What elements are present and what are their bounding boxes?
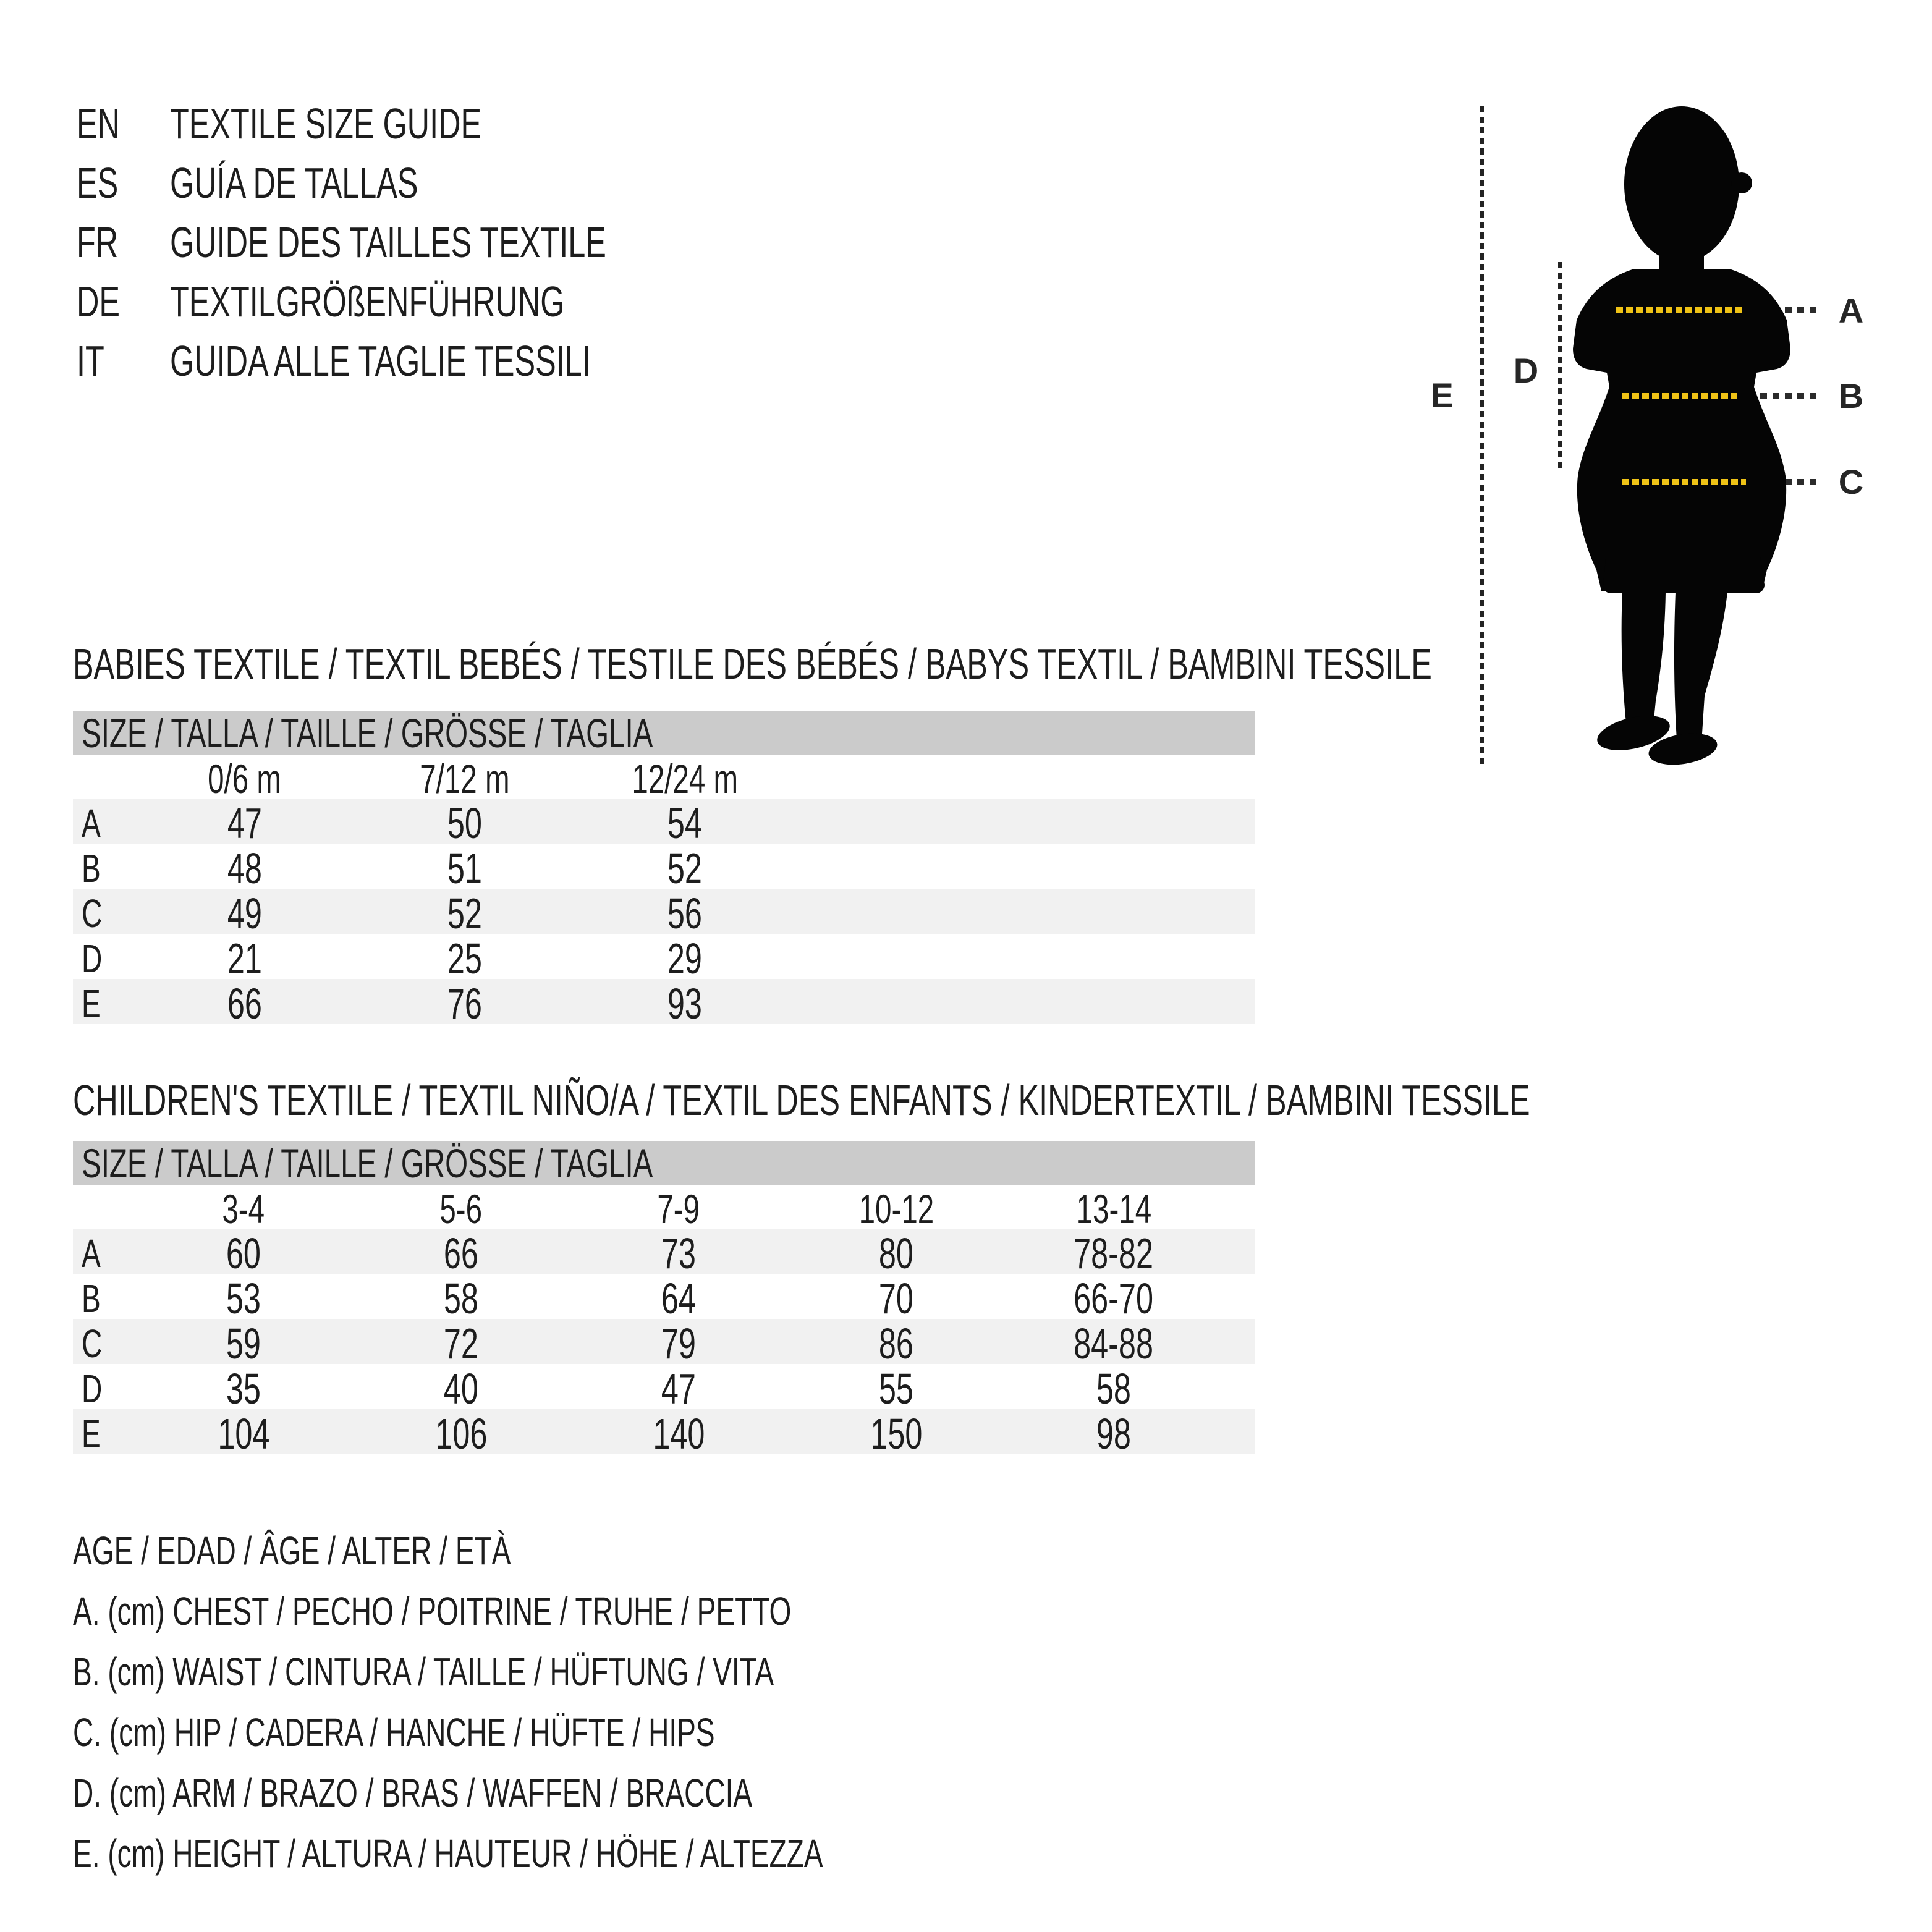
row-label: B	[82, 845, 101, 891]
size-header-bar: SIZE / TALLA / TAILLE / GRÖSSE / TAGLIA	[73, 1141, 1255, 1185]
language-code: FR	[77, 218, 119, 266]
babies-section-title: BABIES TEXTILE / TEXTIL BEBÉS / TESTILE DES BÉBÉS / BABYS TEXTIL / BAMBINI TESSILE	[73, 640, 1432, 688]
table-cell: 50	[447, 799, 483, 847]
table-cell: 78-82	[1074, 1229, 1154, 1277]
table-row	[73, 979, 1255, 1028]
table-cell: 86	[878, 1320, 914, 1368]
table-row	[73, 934, 1255, 983]
legend-line: AGE / EDAD / ÂGE / ALTER / ETÀ	[73, 1528, 511, 1573]
table-cell: 49	[227, 889, 263, 938]
table-row	[73, 799, 1255, 847]
table-cell: 140	[652, 1410, 705, 1458]
label-a: A	[1838, 291, 1864, 330]
row-label: E	[82, 981, 101, 1026]
table-cell: 106	[434, 1410, 488, 1458]
table-cell: 58	[443, 1274, 479, 1323]
table-row	[73, 1274, 1255, 1323]
row-label: B	[82, 1276, 101, 1321]
table-row	[73, 844, 1255, 892]
column-header: 10-12	[858, 1186, 934, 1232]
legend-line: D. (cm) ARM / BRAZO / BRAS / WAFFEN / BRACCIA	[73, 1771, 753, 1815]
language-title: TEXTILE SIZE GUIDE	[170, 100, 482, 148]
table-cell: 53	[226, 1274, 261, 1323]
table-cell: 47	[227, 799, 263, 847]
babies-size-table	[73, 710, 1255, 1028]
table-cell: 21	[227, 934, 263, 983]
column-header: 7-9	[657, 1186, 700, 1232]
table-cell: 80	[878, 1229, 914, 1277]
row-label: A	[82, 1231, 101, 1276]
label-b: B	[1838, 376, 1864, 415]
label-c: C	[1838, 462, 1864, 501]
language-code: EN	[77, 100, 121, 148]
column-header: 13-14	[1076, 1186, 1151, 1232]
table-cell: 29	[667, 934, 703, 983]
column-header: 7/12 m	[420, 756, 510, 802]
table-cell: 79	[661, 1320, 697, 1368]
label-d: D	[1513, 351, 1539, 390]
language-title: GUIDE DES TAILLES TEXTILE	[170, 218, 606, 266]
row-label: D	[82, 1366, 103, 1411]
table-cell: 25	[447, 934, 483, 983]
hip-line-c	[1622, 479, 1746, 485]
language-code: IT	[77, 337, 104, 385]
column-header-row	[73, 755, 1255, 802]
table-cell: 64	[661, 1274, 697, 1323]
table-row	[73, 1229, 1255, 1277]
table-cell: 58	[1096, 1365, 1132, 1413]
children-size-table	[73, 1140, 1255, 1458]
table-cell: 84-88	[1074, 1320, 1154, 1368]
language-code: DE	[77, 278, 121, 326]
table-cell: 40	[443, 1365, 479, 1413]
table-cell: 52	[447, 889, 483, 938]
table-cell: 60	[226, 1229, 261, 1277]
column-header: 3-4	[222, 1186, 265, 1232]
table-cell: 54	[667, 799, 703, 847]
chest-line-a	[1616, 307, 1743, 313]
waist-line-b	[1622, 393, 1737, 399]
legend-line: B. (cm) WAIST / CINTURA / TAILLE / HÜFTUNG / VITA	[73, 1650, 774, 1694]
table-cell: 93	[667, 980, 703, 1028]
language-title: GUÍA DE TALLAS	[170, 159, 418, 207]
table-cell: 72	[443, 1320, 479, 1368]
table-cell: 52	[667, 844, 703, 892]
column-header: 12/24 m	[632, 756, 738, 802]
language-title: GUIDA ALLE TAGLIE TESSILI	[170, 337, 591, 385]
child-silhouette	[1573, 104, 1790, 770]
table-row	[73, 1319, 1255, 1368]
row-label: C	[82, 1321, 103, 1366]
size-header-bar: SIZE / TALLA / TAILLE / GRÖSSE / TAGLIA	[73, 711, 1255, 755]
row-label: E	[82, 1411, 101, 1456]
arm-measure-line-d	[1558, 262, 1562, 471]
row-label: D	[82, 936, 103, 981]
row-label: C	[82, 891, 103, 936]
children-section-title: CHILDREN'S TEXTILE / TEXTIL NIÑO/A / TEXTIL DES ENFANTS / KINDERTEXTIL / BAMBINI TESSILE	[73, 1076, 1530, 1124]
table-cell: 98	[1096, 1410, 1132, 1458]
row-label: A	[82, 800, 101, 845]
ear-bump	[1731, 172, 1752, 193]
legend-line: E. (cm) HEIGHT / ALTURA / HAUTEUR / HÖHE / ALTEZZA	[73, 1831, 823, 1876]
table-cell: 47	[661, 1365, 697, 1413]
language-code: ES	[77, 159, 119, 207]
language-title: TEXTILGRÖßENFÜHRUNG	[170, 278, 565, 326]
table-cell: 35	[226, 1365, 261, 1413]
column-header-row	[73, 1185, 1255, 1232]
table-cell: 76	[447, 980, 483, 1028]
column-header: 5-6	[439, 1186, 483, 1232]
table-cell: 48	[227, 844, 263, 892]
table-cell: 66-70	[1074, 1274, 1154, 1323]
table-cell: 59	[226, 1320, 261, 1368]
table-cell: 150	[870, 1410, 923, 1458]
table-cell: 51	[447, 844, 483, 892]
table-cell: 73	[661, 1229, 697, 1277]
table-cell: 55	[878, 1365, 914, 1413]
table-cell: 66	[443, 1229, 479, 1277]
table-cell: 104	[217, 1410, 270, 1458]
measurement-legend	[73, 1520, 1115, 1884]
column-header: 0/6 m	[208, 756, 282, 802]
table-cell: 70	[878, 1274, 914, 1323]
label-e: E	[1430, 376, 1454, 415]
table-row	[73, 1409, 1255, 1458]
legend-line: A. (cm) CHEST / PECHO / POITRINE / TRUHE / PETTO	[73, 1589, 792, 1633]
table-row	[73, 1364, 1255, 1413]
table-cell: 66	[227, 980, 263, 1028]
table-cell: 56	[667, 889, 703, 938]
legend-line: C. (cm) HIP / CADERA / HANCHE / HÜFTE / HIPS	[73, 1710, 715, 1755]
table-row	[73, 889, 1255, 938]
